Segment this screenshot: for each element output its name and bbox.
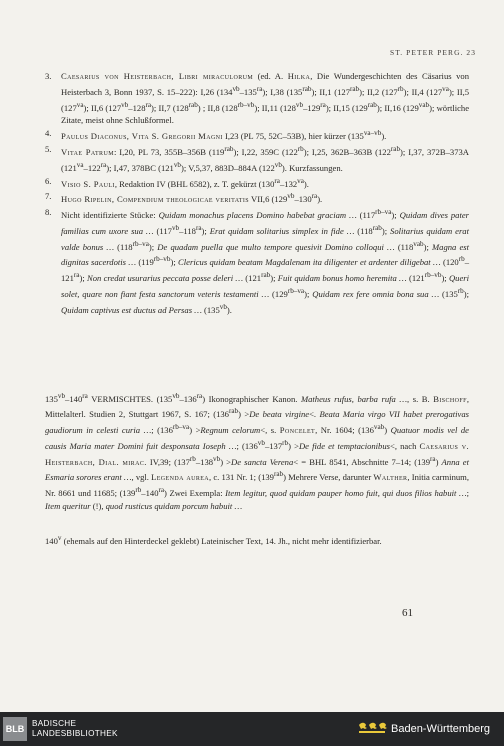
entry-text: Vitae Patrum: I,20, PL 73, 355B–356B $(119^{rab})$; I,22, 359C $(122^{rb})$; I,25, 362B–363B $(122^{rab})$; I,37, 372B–373A $(121^{va}-122^{ra})$; I,47, 378BC $(121^{vb})$; V,5,37, 883D–884A $(122^{vb})$. Kurzfassungen.: [61, 145, 469, 173]
entry-text: Hugo Ripelin, Compendium theologicae veritatis VII,6 $(129^{vb}-130^{ra})$.: [61, 192, 323, 205]
entry-text: Caesarius von Heisterbach, Libri miraculorum (ed. A. Hilka, Die Wundergeschichten des Cäsarius von Heisterbach 3, Bonn 1937, S. 15–222): I,26 $(134^{vb}-135^{ra})$; I,38 $(135^{rab})$; II,1 $(127^{rab})$; II,2 $(127^{rb})$; II,4 $(127^{va})$; II,5 $(127^{va})$; II,6 $(127^{vb}-128^{ra})$; II,7 $(128^{rab})$ ; II,8 $(128^{rb-vb})$; II,11 $(128^{vb}-129^{ra})$; II,15 $(129^{rab})$; II,16 $(129^{vab})$; wörtliche Zitate, meist ohne Schlußformel.: [61, 71, 470, 126]
entry-number: 3.: [45, 71, 52, 81]
entry-number: 5.: [45, 144, 52, 155]
blb-logo[interactable]: BLB: [3, 717, 27, 741]
blb-name-line1: BADISCHE: [32, 719, 77, 728]
entry-6: [45, 175, 469, 191]
entry-text: Paulus Diaconus, Vita S. Gregorii Magni I,23 (PL 75, 52C–53B), hier kürzer $(135^{va-vb})$.: [61, 129, 387, 142]
entry-list: [45, 70, 469, 317]
bw-lions-icon: [357, 719, 387, 739]
entry-number: 4.: [45, 128, 52, 139]
entry-8: [45, 206, 469, 316]
entry-text: Nicht identifizierte Stücke: Quidam monachus placens Domino habebat graciam … $(117^{rb-va})$; Quidam dives pater familias cum uxore sua … $(117^{vb}-118^{ra})$; Erat quidam solitarius simplex in fide … $(118^{rab})$; Solitarius quidam erat valde bonus … $(118^{rb-va})$; De quadam puella que multo tempore quesivit Domino colloqui … $(118^{vab})$; Magna est dignitas sacerdotis … $(119^{rb-vb})$; Clericus quidam beatam Magdalenam ita diligenter et ardenter diligebat … $(120^{rb}-121^{ra})$; Non credat usurarius peccata posse deleri … $(121^{rab})$; Fuit quidam bonus homo heremita … $(121^{rb-vb})$; Queri solet, quare non fiant festa sanctorum veteris testamenti … $(129^{rb-va})$; Quidam rex fere omnia bona sua … $(135^{rb})$; Quidam captivus est ductus ad Persas … $(135^{vb})$.: [61, 208, 470, 315]
blb-name: [32, 719, 118, 739]
entry-number: 6.: [45, 175, 52, 186]
entry-5: [45, 143, 469, 175]
blb-name-line2: LANDESBIBLIOTHEK: [32, 729, 118, 738]
entry-number: 8.: [45, 207, 52, 218]
footer-bar: [0, 712, 504, 746]
paragraph-hinterdeckel: 140$^v$ (ehemals auf den Hinterdeckel geklebt) Lateinischer Text, 14. Jh., nicht mehr identifizierbar.: [45, 533, 382, 546]
entry-4: [45, 127, 469, 143]
entry-number: 7.: [45, 191, 52, 202]
entry-text: Visio S. Pauli, Redaktion IV (BHL 6582), z. T. gekürzt $(130^{ra}-132^{va})$.: [61, 176, 309, 189]
bw-name: Baden-Württemberg: [391, 723, 491, 735]
paragraph-vermischtes: $135^{vb}-140^{ra}$ VERMISCHTES. $(135^{vb}-136^{ra})$ Ikonographischer Kanon. Matheus rufus, barba rufa …, s. B. Bischoff, Mittelalterl. Studien 2, Stuttgart 1967, S. 167; $(136^{rab}) >De$ beata virgine<. Beata Maria virgo VII habet prerogativas gaudiorum in celesti curia …; $(136^{rb-va})$ >Regnum celorum<, s. Poncelet, Nr. 1604; $(136^{vab})$ Quatuor modis vel de causis Maria mater Domini fuit desponsata Ioseph …; $(136^{vb}-137^{rb}) >De$ fide et temptacionibus<, nach Caesarius v. Heisterbach, Dial. mirac. IV,39; $(137^{rb}-138^{vb}) >De$ sancta Verena< = BHL 8541, Abschnitte 7–14; $(139^{ra})$ Anna et Esmaria sorores erant …, vgl. Legenda aurea, c. 131 Nr. 1; $(139^{rab})$ Mehrere Verse, darunter Walther, Initia carminum, Nr. 8661 und 11685; $(139^{rb}-140^{ra})$ Zwei Exempla: Item legitur, quod quidam pauper homo fuit, qui duos filios habuit …; Item queritur (!), quod rusticus quidam porcum habuit …: [45, 391, 470, 511]
entry-7: [45, 190, 469, 206]
running-head: ST. PETER PERG. 23: [390, 48, 476, 57]
entry-3: [45, 70, 469, 127]
page-number: 61: [402, 607, 413, 619]
